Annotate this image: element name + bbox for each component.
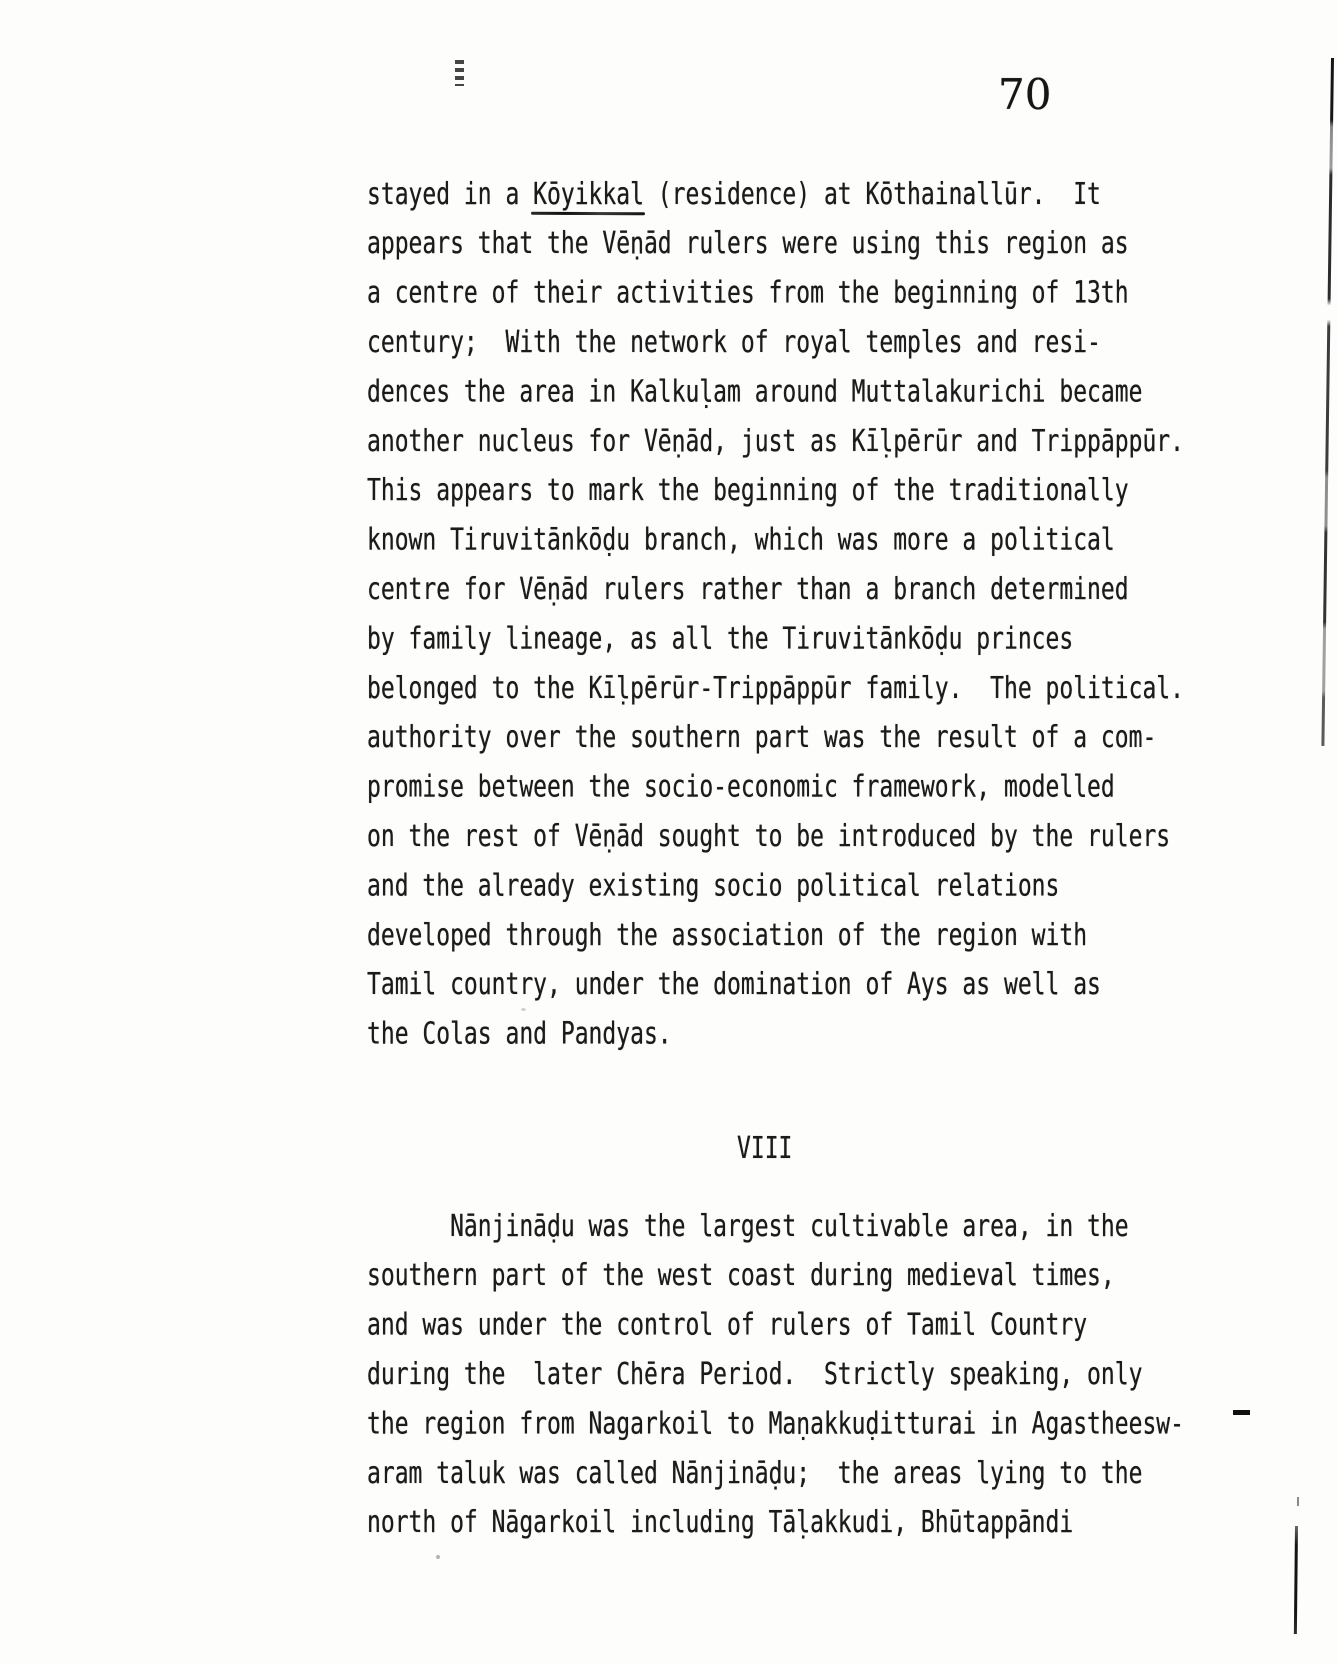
text-line: promise between the socio-economic framework, modelled — [367, 770, 1115, 805]
scan-spot-middle — [521, 1008, 526, 1011]
scan-smudge-mark — [455, 60, 464, 86]
text-line: authority over the southern part was the result of a com- — [367, 721, 1157, 755]
text-line: centre for Vēṇād rulers rather than a branch determined — [367, 573, 1129, 607]
text-line: on the rest of Vēṇād sought to be introduced by the rulers — [367, 820, 1171, 854]
paragraph-block-2 — [367, 1202, 1184, 1548]
text-line: appears that the Vēṇād rulers were using this region as — [367, 227, 1129, 261]
text-line: developed through the association of the region with — [367, 918, 1088, 953]
text-line: This appears to mark the beginning of the traditionally — [367, 474, 1129, 508]
text-line: known Tiruvitānkōḍu branch, which was more a political — [367, 523, 1115, 558]
text-line: another nucleus for Vēṇād, just as Kīḷpērūr and Trippāppūr. — [367, 424, 1184, 459]
text-line: and the already existing socio political relations — [367, 869, 1060, 904]
text-line: and was under the control of rulers of Tamil Country — [367, 1308, 1088, 1343]
text-line: by family lineage, as all the Tiruvitānkōḍu princes — [367, 622, 1074, 657]
scan-edge-line-top-right — [1321, 58, 1334, 746]
scan-edge-line-bottom-right — [1294, 1526, 1298, 1634]
text-line: belonged to the Kīḷpērūr-Trippāppūr family. The political. — [367, 671, 1184, 706]
text-line: southern part of the west coast during medieval times, — [367, 1259, 1115, 1293]
text-line: the Colas and Pandyas. — [367, 1017, 672, 1052]
text-line: during the later Chēra Period. Strictly speaking, only — [367, 1358, 1143, 1392]
scan-spot-bottom — [436, 1555, 440, 1559]
text-line: Tamil country, under the domination of Ays as well as — [367, 968, 1101, 1002]
text-line: aram taluk was called Nānjināḍu; the areas lying to the — [367, 1456, 1143, 1491]
text-line: century; With the network of royal temples and resi- — [367, 326, 1101, 360]
section-heading: VIII — [737, 1131, 793, 1166]
scan-edge-tick — [1297, 1497, 1299, 1506]
paragraph-block-1 — [367, 170, 1184, 1059]
text-line: the region from Nagarkoil to Maṇakkuḍitturai in Agastheesw- — [367, 1407, 1184, 1442]
text-line: stayed in a Kōyikkal (residence) at Kōthainallūr. It — [367, 177, 1101, 212]
scan-edge-dash — [1233, 1410, 1250, 1415]
text-line: a centre of their activities from the beginning of 13th — [367, 276, 1129, 311]
page-number: 70 — [998, 70, 1052, 119]
text-line: dences the area in Kalkuḷam around Muttalakurichi became — [367, 375, 1143, 410]
koyikkal-underline — [531, 212, 645, 216]
text-line: Nānjināḍu was the largest cultivable area, in the — [367, 1209, 1129, 1244]
text-line: north of Nāgarkoil including Tāḷakkudi, Bhūtappāndi — [367, 1506, 1074, 1540]
